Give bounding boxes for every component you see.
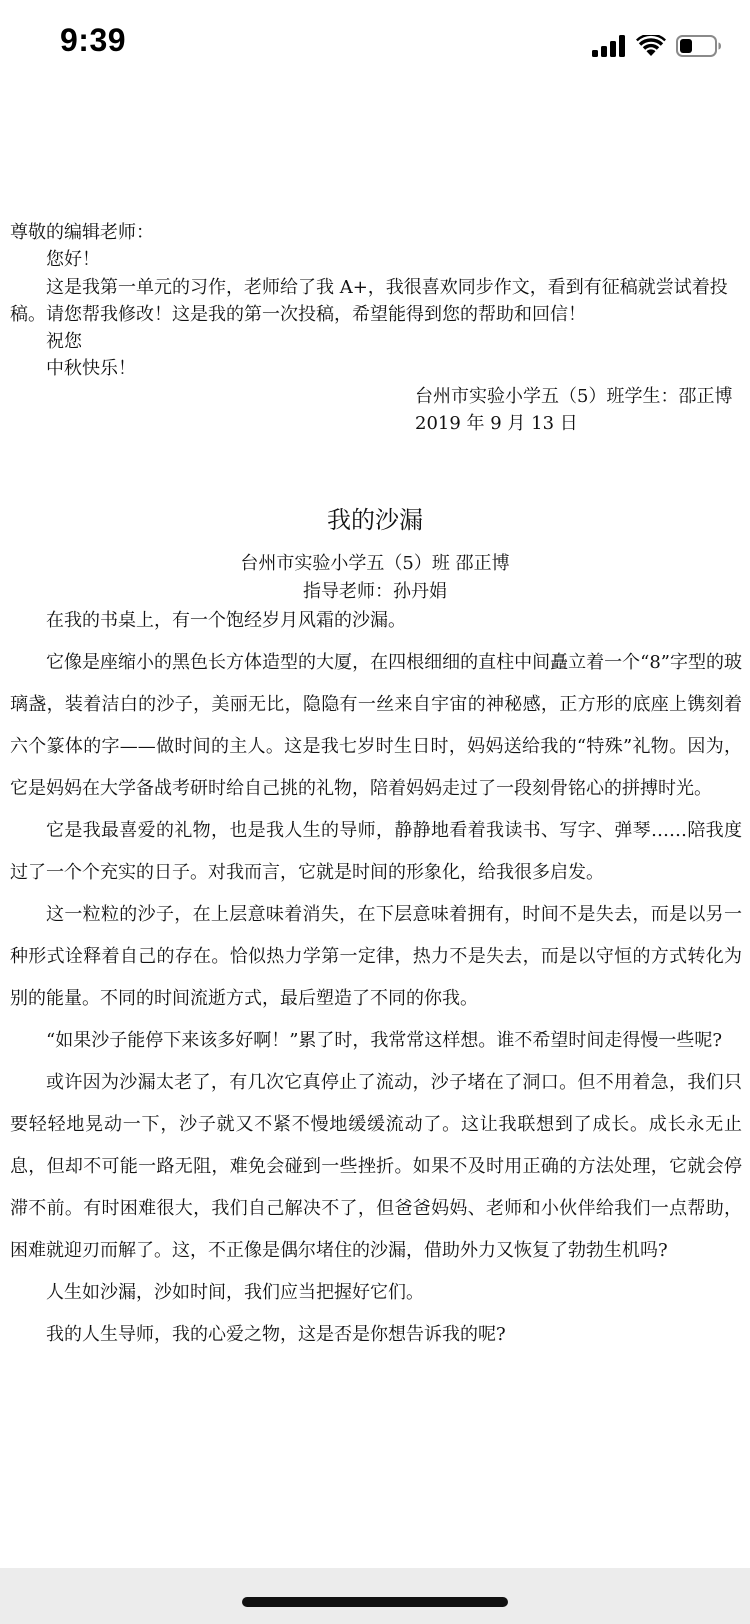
letter-greeting: 您好！ <box>46 249 100 270</box>
essay-paragraph: 它像是座缩小的黑色长方体造型的大厦，在四根细细的直柱中间矗立着一个“8”字型的玻璃盏，装着洁白的沙子，美丽无比，隐隐有一丝来自宇宙的神秘感，正方形的底座上镌刻着六个篆体的字——做时间的主人。这是我七岁时生日时，妈妈送给我的“特殊”礼物。因为，它是妈妈在大学备战考研时给自己挑的礼物，陪着妈妈走过了一段刻骨铭心的拼搏时光。 <box>10 652 742 799</box>
status-bar <box>0 0 750 90</box>
essay-teacher: 指导老师：孙丹娟 <box>303 581 447 602</box>
letter-body-line-1: 这是我第一单元的习作，老师给了我 A+，我很喜欢同步作文，看到有征稿就尝试着投 <box>46 277 728 298</box>
status-icons <box>592 32 722 60</box>
battery-level <box>680 39 692 53</box>
essay-title: 我的沙漏 <box>327 506 423 534</box>
letter-body-line-2: 稿。请您帮我修改！这是我的第一次投稿，希望能得到您的帮助和回信！ <box>10 304 586 325</box>
letter-salutation: 尊敬的编辑老师： <box>10 222 154 243</box>
wifi-icon <box>636 35 666 57</box>
letter-closing-1: 祝您 <box>46 331 82 352</box>
essay-paragraph: 在我的书桌上，有一个饱经岁月风霜的沙漏。 <box>46 610 406 631</box>
essay-author: 台州市实验小学五（5）班 邵正博 <box>240 553 510 574</box>
letter-signature: 台州市实验小学五（5）班学生：邵正博 <box>415 386 733 407</box>
letter-closing-2: 中秋快乐！ <box>46 358 136 379</box>
status-time: 9:39 <box>60 22 127 58</box>
home-indicator[interactable] <box>242 1597 508 1607</box>
essay-paragraph: “如果沙子能停下来该多好啊！”累了时，我常常这样想。谁不希望时间走得慢一些呢? <box>46 1030 723 1051</box>
essay-paragraph: 它是我最喜爱的礼物，也是我人生的导师，静静地看着我读书、写字、弹琴……陪我度过了一个个充实的日子。对我而言，它就是时间的形象化，给我很多启发。 <box>10 820 742 883</box>
essay-paragraph: 我的人生导师，我的心爱之物，这是否是你想告诉我的呢? <box>46 1324 506 1345</box>
battery-icon <box>676 35 722 57</box>
letter-date: 2019 年 9 月 13 日 <box>415 413 578 434</box>
home-indicator-area <box>0 1568 750 1624</box>
essay-paragraph: 人生如沙漏，沙如时间，我们应当把握好它们。 <box>46 1282 424 1303</box>
essay-paragraph: 或许因为沙漏太老了，有几次它真停止了流动，沙子堵在了洞口。但不用着急，我们只要轻轻地晃动一下，沙子就又不紧不慢地缓缓流动了。这让我联想到了成长。成长永无止息，但却不可能一路无阻，难免会碰到一些挫折。如果不及时用正确的方法处理，它就会停滞不前。有时困难很大，我们自己解决不了，但爸爸妈妈、老师和小伙伴给我们一点帮助，困难就迎刃而解了。这，不正像是偶尔堵住的沙漏，借助外力又恢复了勃勃生机吗? <box>10 1072 742 1261</box>
cellular-signal-icon <box>592 35 626 57</box>
essay-paragraph: 这一粒粒的沙子，在上层意味着消失，在下层意味着拥有，时间不是失去，而是以另一种形式诠释着自己的存在。恰似热力学第一定律，热力不是失去，而是以守恒的方式转化为别的能量。不同的时间流逝方式，最后塑造了不同的你我。 <box>10 904 742 1009</box>
